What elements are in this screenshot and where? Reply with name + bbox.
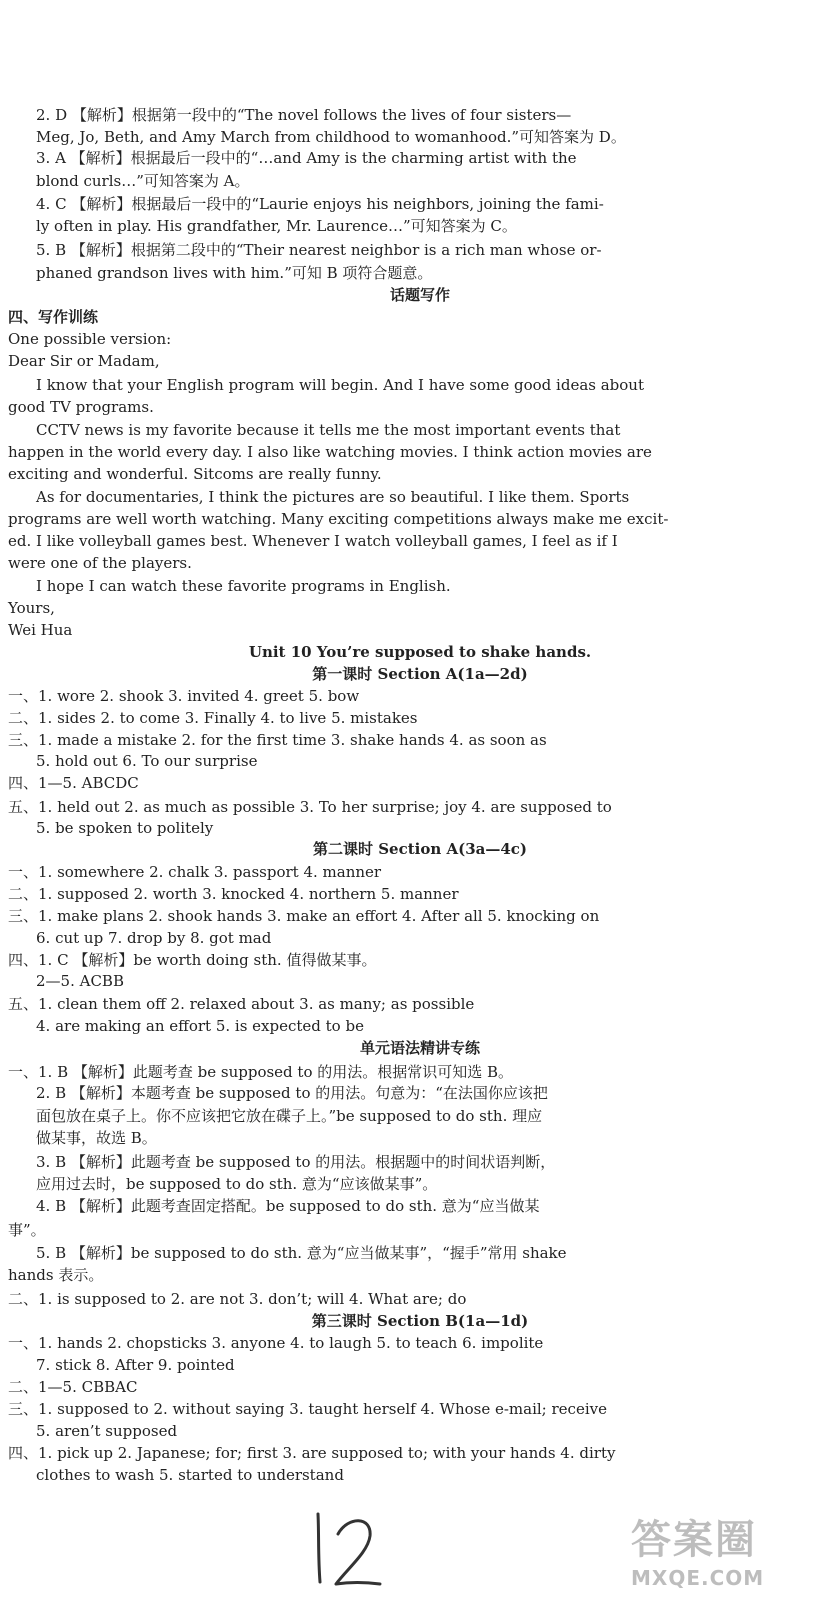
section-heading: 话题写作 bbox=[389, 286, 450, 304]
text-line: 6. cut up 7. drop by 8. got mad bbox=[36, 929, 272, 947]
text-line: 2—5. ACBB bbox=[36, 972, 124, 990]
text-line: 7. stick 8. After 9. pointed bbox=[36, 1356, 235, 1374]
text-line: 应用过去时，be supposed to do sth. 意为“应该做某事”。 bbox=[36, 1175, 438, 1193]
text-line: Meg, Jo, Beth, and Amy March from childhood to womanhood.”可知答案为 D。 bbox=[36, 128, 626, 146]
text-line: 5. hold out 6. To our surprise bbox=[36, 752, 258, 770]
text-line: 一、1. B 【解析】此题考查 be supposed to 的用法。根据常识可知选 B。 bbox=[8, 1063, 514, 1081]
text-line: CCTV news is my favorite because it tells me the most important events that bbox=[36, 421, 621, 439]
watermark-url: MXQE.COM bbox=[631, 1566, 765, 1590]
text-line: programs are well worth watching. Many exciting competitions always make me excit- bbox=[8, 510, 669, 528]
text-line: 三、1. supposed to 2. without saying 3. taught herself 4. Whose e-mail; receive bbox=[8, 1400, 607, 1418]
text-line: 五、1. held out 2. as much as possible 3. To her surprise; joy 4. are supposed to bbox=[8, 798, 612, 816]
text-line: happen in the world every day. I also like watching movies. I think action movies are bbox=[8, 443, 652, 461]
text-line: 4. are making an effort 5. is expected to be bbox=[36, 1017, 364, 1035]
text-line: clothes to wash 5. started to understand bbox=[36, 1466, 344, 1484]
text-line: 5. B 【解析】根据第二段中的“Their nearest neighbor is a rich man whose or- bbox=[36, 241, 602, 259]
text-line: 4. B 【解析】此题考查固定搭配。be supposed to do sth. 意为“应当做某 bbox=[36, 1197, 540, 1215]
text-line: As for documentaries, I think the pictures are so beautiful. I like them. Sports bbox=[36, 488, 630, 506]
text-line: 四、1. pick up 2. Japanese; for; first 3. are supposed to; with your hands 4. dirty bbox=[8, 1444, 616, 1462]
section-heading: Unit 10 You’re supposed to shake hands. bbox=[248, 643, 592, 661]
text-line: 事”。 bbox=[8, 1221, 46, 1239]
text-line: Yours, bbox=[8, 599, 55, 617]
text-line: 二、1. supposed 2. worth 3. knocked 4. northern 5. manner bbox=[8, 885, 459, 903]
section-heading: 单元语法精讲专练 bbox=[359, 1039, 480, 1057]
text-line: phaned grandson lives with him.”可知 B 项符合题意。 bbox=[36, 264, 433, 282]
text-line: 做某事，故选 B。 bbox=[36, 1129, 157, 1147]
text-line: 5. aren’t supposed bbox=[36, 1422, 178, 1440]
text-line: 二、1—5. CBBAC bbox=[8, 1378, 138, 1396]
text-line: 5. B 【解析】be supposed to do sth. 意为“应当做某事”，“握手”常用 shake bbox=[36, 1244, 567, 1262]
text-line: 四、1. C 【解析】be worth doing sth. 值得做某事。 bbox=[8, 951, 377, 969]
text-line: 五、1. clean them off 2. relaxed about 3. as many; as possible bbox=[8, 995, 475, 1013]
text-line: 3. A 【解析】根据最后一段中的“…and Amy is the charming artist with the bbox=[36, 149, 577, 167]
text-line: 一、1. hands 2. chopsticks 3. anyone 4. to laugh 5. to teach 6. impolite bbox=[8, 1334, 544, 1352]
text-line: exciting and wonderful. Sitcoms are really funny. bbox=[8, 465, 382, 483]
text-line: I know that your English program will begin. And I have some good ideas about bbox=[36, 376, 644, 394]
text-line: 四、写作训练 bbox=[8, 308, 99, 326]
text-line: 四、1—5. ABCDC bbox=[8, 774, 139, 792]
text-line: 3. B 【解析】此题考查 be supposed to 的用法。根据题中的时间状语判断， bbox=[36, 1153, 556, 1171]
handwritten-page-number bbox=[300, 1502, 390, 1592]
text-line: 二、1. sides 2. to come 3. Finally 4. to live 5. mistakes bbox=[8, 709, 418, 727]
text-line: 面包放在桌子上。你不应该把它放在碟子上。”be supposed to do sth. 理应 bbox=[36, 1107, 543, 1125]
text-line: blond curls…”可知答案为 A。 bbox=[36, 172, 250, 190]
text-line: I hope I can watch these favorite programs in English. bbox=[36, 577, 451, 595]
watermark-logo bbox=[625, 1508, 835, 1594]
text-line: 三、1. made a mistake 2. for the first time 3. shake hands 4. as soon as bbox=[8, 731, 547, 749]
text-line: 2. D 【解析】根据第一段中的“The novel follows the lives of four sisters— bbox=[36, 106, 572, 124]
text-line: good TV programs. bbox=[8, 398, 154, 416]
text-line: 5. be spoken to politely bbox=[36, 819, 214, 837]
section-heading: 第二课时 Section A(3a—4c) bbox=[312, 840, 528, 858]
text-line: One possible version: bbox=[8, 330, 172, 348]
text-line: Wei Hua bbox=[8, 621, 73, 639]
text-line: 二、1. is supposed to 2. are not 3. don’t; will 4. What are; do bbox=[8, 1290, 467, 1308]
text-line: ly often in play. His grandfather, Mr. Laurence…”可知答案为 C。 bbox=[36, 217, 517, 235]
text-line: 三、1. make plans 2. shook hands 3. make an effort 4. After all 5. knocking on bbox=[8, 907, 600, 925]
text-line: 4. C 【解析】根据最后一段中的“Laurie enjoys his neighbors, joining the fami- bbox=[36, 195, 604, 213]
text-line: ed. I like volleyball games best. Whenever I watch volleyball games, I feel as if I bbox=[8, 532, 618, 550]
section-heading: 第一课时 Section A(1a—2d) bbox=[312, 665, 528, 683]
text-line: were one of the players. bbox=[8, 554, 192, 572]
watermark-logo-text: 答案圈 bbox=[631, 1517, 757, 1563]
text-line: 一、1. wore 2. shook 3. invited 4. greet 5. bow bbox=[8, 687, 360, 705]
text-line: 2. B 【解析】本题考查 be supposed to 的用法。句意为：“在法国你应该把 bbox=[36, 1084, 548, 1102]
text-line: hands 表示。 bbox=[8, 1266, 104, 1284]
text-line: Dear Sir or Madam, bbox=[8, 352, 160, 370]
section-heading: 第三课时 Section B(1a—1d) bbox=[311, 1312, 529, 1330]
text-line: 一、1. somewhere 2. chalk 3. passport 4. manner bbox=[8, 863, 382, 881]
